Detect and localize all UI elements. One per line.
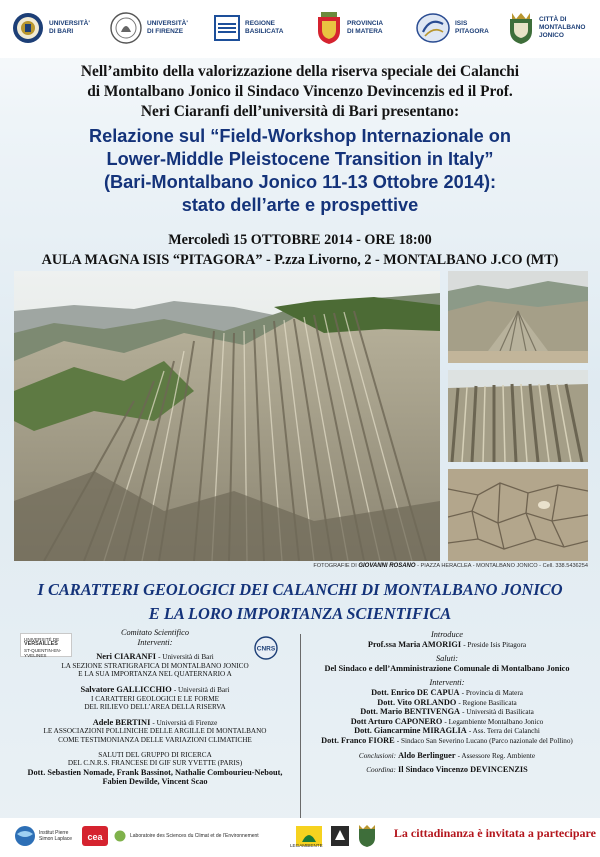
speaker-block: Salvatore GALLICCHIO - Università di Bari I CARATTERI GEOLOGICI E LE FORME DEL RILIEVO DELL’AREA DELLA RISERVA bbox=[80, 684, 230, 712]
intro-line: Neri Ciaranfi dell’università di Bari presentano: bbox=[140, 103, 460, 120]
event-date: Mercoledì 15 OTTOBRE 2014 - ORE 18:00 bbox=[168, 232, 432, 248]
ipsl-globe-icon bbox=[14, 825, 36, 847]
photo-middle-right bbox=[448, 370, 588, 462]
logo-lsce: Laboratoire des Sciences du Climat et de l’Environnement bbox=[114, 822, 290, 850]
subtitle-line: I CARATTERI GEOLOGICI DEI CALANCHI DI MONTALBANO JONICO bbox=[37, 580, 563, 599]
logo-montalbano: CITTÀ DI MONTALBANO JONICO bbox=[508, 6, 585, 50]
photo-credit: FOTOGRAFIE DI GIOVANNI ROSANO - PIAZZA HERACLEA - MONTALBANO JONICO - Cell. 338.5436254 bbox=[313, 563, 588, 569]
committee-label: Comitato Scientifico bbox=[121, 628, 189, 637]
title-line: stato dell’arte e prospettive bbox=[181, 195, 419, 215]
speaker-name: Salvatore GALLICCHIO bbox=[80, 684, 172, 694]
intro-line: di Montalbano Jonico il Sindaco Vincenzo Devincenzis ed il Prof. bbox=[87, 83, 513, 100]
speaker-name: Adele BERTINI bbox=[92, 717, 151, 727]
introduce-label: Introduce bbox=[431, 630, 463, 639]
photo-author: GIOVANNI ROSANO bbox=[358, 563, 416, 569]
saluti-text: Del Sindaco e dell’Amministrazione Comunale di Montalbano Jonico bbox=[324, 663, 570, 673]
intervention-row: Dott Arturo CAPONERO - Legambiente Montalbano Jonico bbox=[350, 716, 544, 726]
pitagora-logo-icon bbox=[416, 12, 450, 44]
cea-logo-icon bbox=[82, 826, 108, 846]
legambiente-label: LEGAMBIENTE bbox=[290, 843, 323, 848]
logo-versailles: UNIVERSITÉ DE VERSAILLES ST-QUENTIN-EN-YVELINES bbox=[20, 633, 72, 657]
event-dateline bbox=[8, 230, 592, 270]
uniba-seal-icon bbox=[12, 12, 44, 44]
conclusions-row: Conclusioni: Aldo Berlinguer - Assessore Reg. Ambiente bbox=[358, 750, 536, 760]
logo-matera: PROVINCIA DI MATERA bbox=[316, 6, 383, 50]
photo-bottom-right bbox=[448, 469, 588, 561]
lsce-leaf-icon bbox=[114, 830, 126, 842]
logo-ipsl: Institut Pierre Simon Laplace bbox=[14, 822, 79, 850]
speaker-name: Neri CIARANFI bbox=[96, 652, 156, 662]
scientific-committee-column bbox=[14, 628, 296, 787]
basilicata-emblem-icon bbox=[214, 15, 240, 41]
talks-label: Interventi: bbox=[137, 637, 173, 647]
intervention-row: Dott. Enrico DE CAPUA - Provincia di Matera bbox=[371, 687, 523, 697]
photo-top-right bbox=[448, 271, 588, 363]
coordinator-row: Coordina: Il Sindaco Vincenzo DEVINCENZIS bbox=[366, 765, 528, 775]
stamp-icon bbox=[330, 825, 350, 847]
subtitle-line: E LA LORO IMPORTANZA SCIENTIFICA bbox=[148, 604, 452, 623]
cnrs-greeting: SALUTI DEL GRUPPO DI RICERCA DEL C.N.R.S. FRANCESE DI GIF SUR YVETTE (PARIS) Dott. Sebastien Nomade, Frank Bassinot, Nathalie Combourieu-Nebout, Fabien Dewilde, Vincent Scao bbox=[27, 750, 283, 787]
speaker-block: Neri CIARANFI - Università di Bari LA SEZIONE STRATIGRAFICA DI MONTALBANO JONICO E LA SUA IMPORTANZA NEL QUATERNARIO A bbox=[61, 652, 249, 679]
intro-paragraph bbox=[8, 62, 592, 122]
logo-basilicata: REGIONE BASILICATA bbox=[214, 6, 283, 50]
interventi-label: Interventi: bbox=[429, 678, 465, 688]
logo-uniba: UNIVERSITÀ' DI BARI bbox=[12, 6, 90, 50]
intro-line: Nell’ambito della valorizzazione della riserva speciale dei Calanchi bbox=[80, 63, 520, 80]
svg-text:cea: cea bbox=[87, 832, 103, 842]
intervention-row: Dott. Mario BENTIVENGA - Università di Basilicata bbox=[360, 707, 534, 717]
saluti-label: Saluti: bbox=[435, 654, 459, 664]
title-line: Lower-Middle Pleistocene Transition in Italy” bbox=[106, 149, 494, 169]
svg-text:CNRS: CNRS bbox=[256, 645, 276, 653]
matera-crest-icon bbox=[316, 11, 342, 45]
logo-montalbano-small bbox=[358, 822, 376, 850]
intro-speaker: Prof.ssa Maria AMORIGI bbox=[367, 639, 462, 649]
logo-cea bbox=[82, 822, 108, 850]
intervention-row: Dott. Vito ORLANDO - Regione Basilicata bbox=[377, 697, 517, 707]
logo-stamp bbox=[330, 822, 350, 850]
speaker-block: Adele BERTINI - Università di Firenze LE ASSOCIAZIONI POLLINICHE DELLE ARGILLE DI MONTALBANO COME TESTIMONIANZA DELLE VARIAZIONI CLIMATICHE bbox=[43, 717, 267, 744]
title-line: Relazione sul “Field-Workshop Internazionale on bbox=[88, 126, 512, 146]
title-line: (Bari-Montalbano Jonico 11-13 Ottobre 2014): bbox=[103, 172, 497, 192]
unifi-seal-icon bbox=[110, 12, 142, 44]
invitation-text: La cittadinanza è invitata a partecipare bbox=[393, 826, 596, 840]
section-subtitle bbox=[8, 578, 592, 626]
intervention-row: Dott. Giancarmine MIRAGLIA - Ass. Terra dei Calanchi bbox=[354, 726, 540, 736]
program-column: Introduce Prof.ssa Maria AMORIGI - Preside Isis Pitagora Saluti: Del Sindaco e dell’Amministrazione Comunale di Montalbano Jonico Interventi: Dott. Enrico DE CAPUA - Provincia di Matera Dott. Vito ORLANDO - Regione Basilicata Dott. Mario BENTIVENGA - Università di Basilicata Dott Arturo CAPONERO - Legambiente Montalbano Jonico Dott. Giancarmine MIRAGLIA - Ass. Terra dei Calanchi Dott. Franco FIORE - Sindaco San Severino Lucano (Parco nazionale del Pollino) Conclusioni: Aldo Berlinguer - Assessore Reg. Ambiente Coordina: Il Sindaco Vincenzo DEVINCENZIS bbox=[306, 630, 588, 775]
crest-icon bbox=[358, 824, 376, 848]
logo-pitagora: ISIS PITAGORA bbox=[416, 6, 489, 50]
montalbano-crest-icon bbox=[508, 11, 534, 45]
logo-unifi: UNIVERSITÀ' DI FIRENZE bbox=[110, 6, 188, 50]
event-venue: AULA MAGNA ISIS “PITAGORA” - P.zza Livorno, 2 - MONTALBANO J.CO (MT) bbox=[41, 252, 559, 268]
intervention-row: Dott. Franco FIORE - Sindaco San Severino Lucano (Parco nazionale del Pollino) bbox=[321, 735, 573, 745]
column-divider bbox=[300, 634, 301, 818]
main-landscape-photo bbox=[14, 271, 440, 561]
event-title bbox=[8, 125, 592, 217]
